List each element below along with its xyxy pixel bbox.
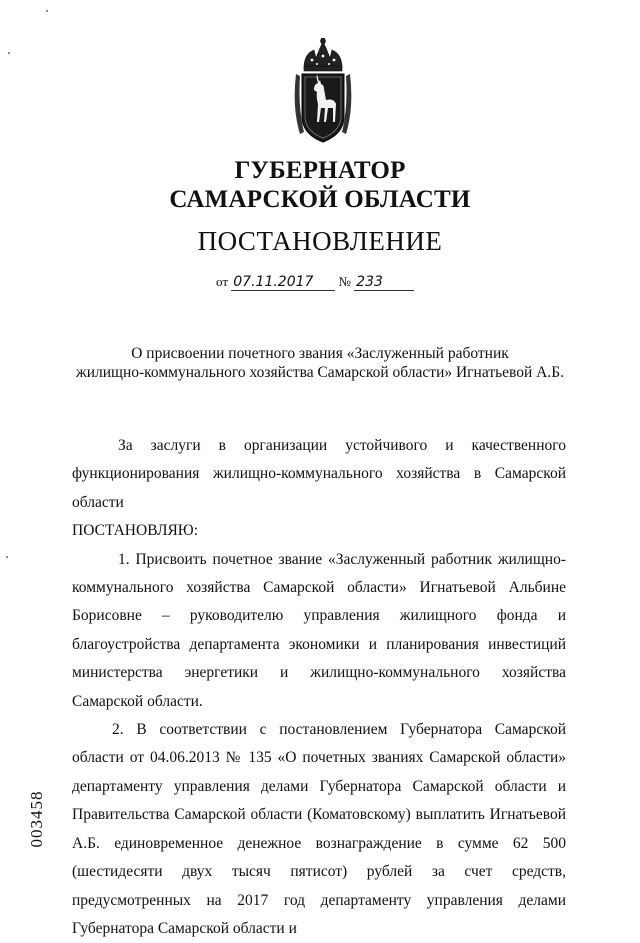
number-prefix: № bbox=[338, 274, 351, 289]
issuer-title-line1: ГУБЕРНАТОР bbox=[234, 157, 406, 184]
scan-speck bbox=[8, 52, 10, 54]
subject-line-2: жилищно-коммунального хозяйства Самарской области» Игнатьевой А.Б. bbox=[75, 364, 565, 381]
document-type-heading: ПОСТАНОВЛЕНИЕ bbox=[197, 226, 443, 256]
document-subject bbox=[60, 344, 580, 382]
date-prefix: от bbox=[216, 274, 229, 289]
scan-speck bbox=[46, 10, 48, 12]
scan-speck bbox=[6, 556, 8, 558]
issuer-title-line2: САМАРСКОЙ ОБЛАСТИ bbox=[169, 186, 471, 213]
item-2-paragraph: 2. В соответствии с постановлением Губернатора Самарской области от 04.06.2013 № 135 «О почетных званиях Самарской области» департаменту управления делами Губернатора Самарской области и Правительства Самарской области (Коматовскому) выплатить Игнатьевой А.Б. единовременное денежное вознаграждение в сумме 62 500 (шестидесяти двух тысяч пятисот) рублей за счет средств, предусмотренных на 2017 год департаменту управления делами Губернатора Самарской области и bbox=[72, 721, 566, 937]
document-body bbox=[72, 432, 566, 943]
resolution-word: ПОСТАНОВЛЯЮ: bbox=[72, 522, 199, 540]
registration-number-text: 003458 bbox=[27, 790, 46, 848]
document-date: 07.11.2017 bbox=[231, 274, 335, 291]
subject-line-1: О присвоении почетного звания «Заслуженный работник bbox=[131, 345, 509, 362]
coat-of-arms-emblem bbox=[290, 38, 356, 146]
item-1-paragraph: 1. Присвоить почетное звание «Заслуженный работник жилищно-коммунального хозяйства Самарской области» Игнатьевой Альбине Борисовне – руководителю управления жилищного фонда и благоустройства департамента экономики и планирования инвестиций министерства энергетики и жилищно-коммунального хозяйства Самарской области. bbox=[72, 550, 566, 710]
intro-paragraph: За заслуги в организации устойчивого и качественного функционирования жилищно-коммунального хозяйства в Самарской области bbox=[72, 437, 566, 511]
document-meta-line bbox=[216, 274, 414, 291]
document-number: 233 bbox=[354, 274, 414, 291]
registration-number bbox=[24, 774, 50, 864]
